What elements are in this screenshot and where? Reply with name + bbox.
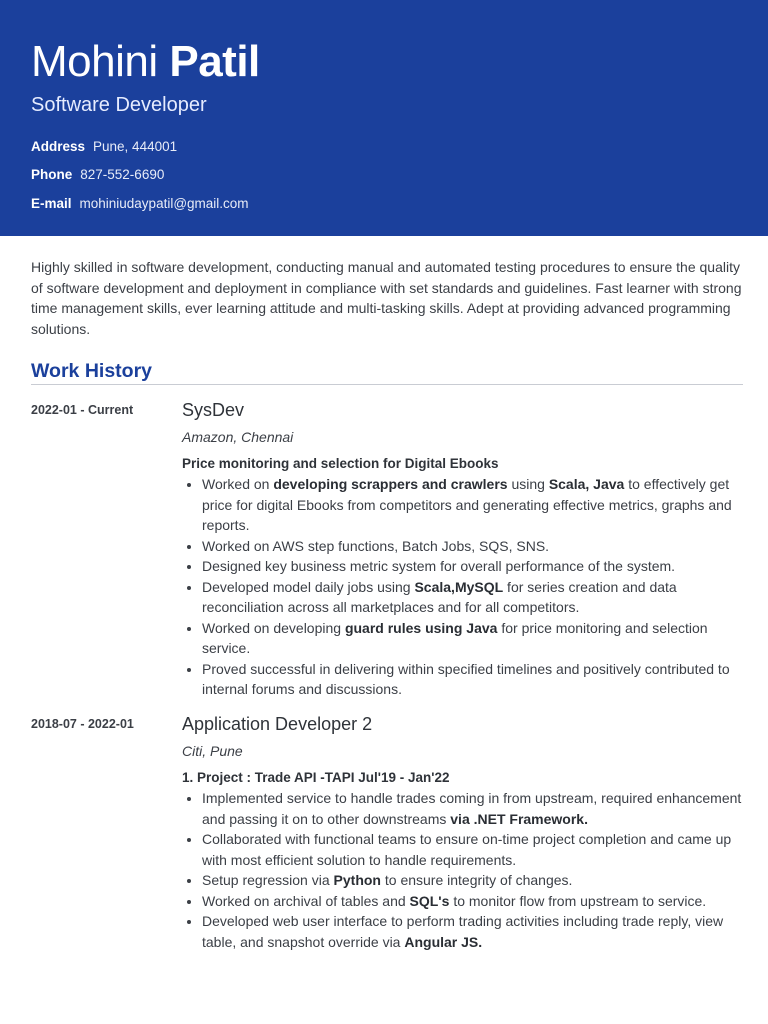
bullet-emphasis: Scala,MySQL	[414, 578, 504, 595]
bullet-item	[202, 788, 747, 829]
section-divider	[31, 384, 743, 385]
bullet-text: Worked on	[202, 476, 274, 492]
bullet-item	[202, 577, 747, 618]
bullet-emphasis: developing scrappers and crawlers	[273, 476, 508, 492]
job-date: 2018-07 - 2022-01	[31, 717, 134, 731]
bullet-text: Setup regression via	[202, 872, 334, 888]
job-title: Application Developer 2	[182, 714, 373, 734]
bullet-emphasis: SQL's	[409, 892, 450, 909]
bullet-emphasis: Python	[333, 872, 381, 888]
bullet-item	[202, 618, 747, 659]
bullet-item	[202, 891, 747, 912]
bullet-text: Proved successful in delivering within specified timelines and positively contributed to internal forums and discussions.	[202, 660, 730, 697]
contact-phone	[31, 166, 164, 184]
bullet-text: for price monitoring and selection service.	[202, 619, 708, 656]
contact-email	[31, 195, 249, 213]
contact-address	[31, 138, 177, 156]
job-title-subtitle: Software Developer	[31, 94, 207, 116]
bullet-item	[202, 829, 747, 870]
bullet-item	[202, 536, 747, 557]
bullet-text: Implemented service to handle trades coming in from upstream, required enhancement and passing it on to other downstreams	[202, 790, 742, 827]
contact-label: E-mail	[31, 196, 72, 211]
bullet-item	[202, 911, 747, 952]
bullet-text: Worked on archival of tables and	[202, 892, 410, 909]
bullet-emphasis: via .NET Framework.	[450, 810, 588, 827]
bullet-emphasis: guard rules using Java	[344, 619, 498, 636]
bullet-text: Developed web user interface to perform trading activities including trade reply, view table, and snapshot override via	[202, 913, 724, 950]
job-entry	[182, 398, 747, 700]
job-entry	[182, 712, 747, 952]
job-title: SysDev	[182, 400, 245, 420]
contact-value: Pune, 444001	[93, 139, 178, 154]
bullet-item	[202, 659, 747, 700]
bullet-item	[202, 474, 747, 536]
bullet-text: Collaborated with functional teams to ensure on-time project completion and came up with most efficient solution to handle requirements.	[202, 831, 732, 868]
contact-label: Phone	[31, 167, 73, 182]
bullet-text: using	[507, 476, 549, 492]
job-date: 2022-01 - Current	[31, 403, 134, 417]
contact-value: mohiniudaypatil@gmail.com	[79, 196, 249, 211]
job-company: Amazon, Chennai	[182, 429, 294, 445]
bullet-text: Worked on AWS step functions, Batch Jobs, SQS, SNS.	[202, 537, 550, 554]
candidate-name	[31, 36, 260, 88]
bullet-text: for series creation and data reconciliation across all marketplaces and for all competitors.	[202, 578, 677, 615]
bullet-text: to effectively get price for digital Ebooks from competitors and generating effective metrics, graphs and reports.	[202, 476, 732, 533]
resume-header	[0, 0, 768, 236]
job-bullets	[182, 788, 747, 952]
bullet-emphasis: Scala, Java	[548, 476, 625, 492]
contact-label: Address	[31, 139, 86, 154]
profile-summary: Highly skilled in software development, conducting manual and automated testing procedures to ensure the quality of software development and deployment in compliance with set standards and guidelines. Fast learner with strong time management skills, ever learning attitude and multi-tasking skills. Adept at providing advanced programming solutions.	[31, 259, 742, 337]
bullet-text: Developed model daily jobs using	[202, 578, 415, 595]
bullet-text: to monitor flow from upstream to service.	[449, 892, 707, 909]
job-company: Citi, Pune	[182, 743, 243, 759]
bullet-text: Worked on developing	[202, 619, 345, 636]
contact-value: 827-552-6690	[80, 167, 165, 182]
job-project: 1. Project : Trade API -TAPI Jul'19 - Jan'22	[182, 770, 450, 785]
job-bullets	[182, 474, 747, 700]
bullet-item	[202, 870, 747, 891]
bullet-item	[202, 556, 747, 577]
bullet-emphasis: Angular JS.	[404, 933, 483, 950]
bullet-text: to ensure integrity of changes.	[380, 872, 573, 888]
section-heading-work-history: Work History	[31, 360, 152, 382]
first-name: Mohini	[31, 37, 158, 86]
last-name: Patil	[169, 37, 260, 86]
bullet-text: Designed key business metric system for overall performance of the system.	[202, 558, 676, 574]
job-project: Price monitoring and selection for Digital Ebooks	[182, 456, 499, 471]
